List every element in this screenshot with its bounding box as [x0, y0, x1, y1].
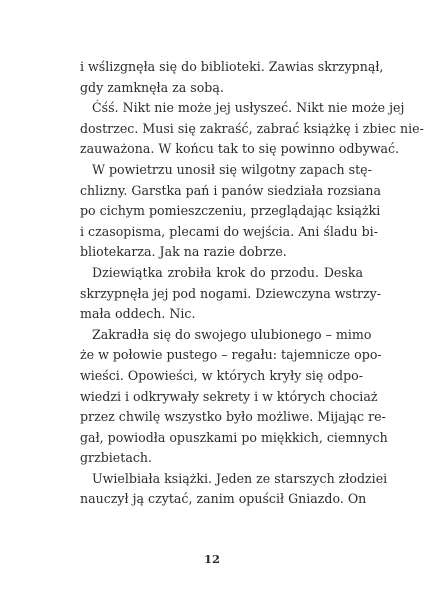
text-line: przez chwilę wszystko było możliwe. Mijając re-	[80, 409, 386, 425]
text-line: Ćśś. Nikt nie może jej usłyszeć. Nikt nie może jej	[92, 100, 405, 116]
paragraph-4	[80, 263, 382, 325]
text-line: grzbietach.	[80, 450, 152, 466]
text-line: bliotekarza. Jak na razie dobrze.	[80, 244, 287, 260]
text-line: chlizny. Garstka pań i panów siedziała rozsiana	[80, 182, 382, 198]
text-line: mała oddech. Nic.	[80, 306, 196, 322]
text-line: wiedzi i odkrywały sekrety i w których chociaż	[80, 388, 378, 404]
text-line: że w połowie pustego – regału: tajemnicze opo-	[80, 347, 382, 363]
text-line: i czasopisma, plecami do wejścia. Ani śladu bi-	[80, 223, 378, 239]
text-line: W powietrzu unosił się wilgotny zapach stę-	[92, 161, 372, 177]
text-line: Uwielbiała książki. Jeden ze starszych złodziei	[92, 470, 388, 486]
text-line: zauważona. W końcu tak to się powinno odbywać.	[80, 141, 400, 157]
page-number: 12	[203, 552, 220, 566]
paragraph-2	[80, 98, 424, 160]
text-line: po cichym pomieszczeniu, przeglądając książki	[80, 203, 381, 219]
text-line: skrzypnęła jej pod nogami. Dziewczyna wstrzy-	[80, 285, 382, 301]
text-line: gdy zamknęła za sobą.	[80, 79, 224, 95]
text-line: nauczył ją czytać, zanim opuścił Gniazdo. On	[80, 491, 367, 507]
paragraph-5	[80, 325, 388, 469]
text-line: i wślizgnęła się do biblioteki. Zawias skrzypnął,	[80, 59, 384, 74]
paragraph-3	[80, 160, 382, 263]
text-line: Zakradła się do swojego ulubionego – mimo	[92, 326, 372, 342]
text-line: dostrzec. Musi się zakraść, zabrać książkę i zbiec nie-	[80, 120, 424, 136]
paragraph-1	[80, 57, 384, 98]
text-line: wieści. Opowieści, w których kryły się odpo-	[80, 367, 363, 383]
text-line: gał, powiodła opuszkami po miękkich, ciemnych	[80, 429, 388, 445]
body-text	[80, 57, 424, 510]
text-line: Dziewiątka zrobiła krok do przodu. Deska	[92, 264, 363, 280]
paragraph-6	[80, 469, 388, 510]
